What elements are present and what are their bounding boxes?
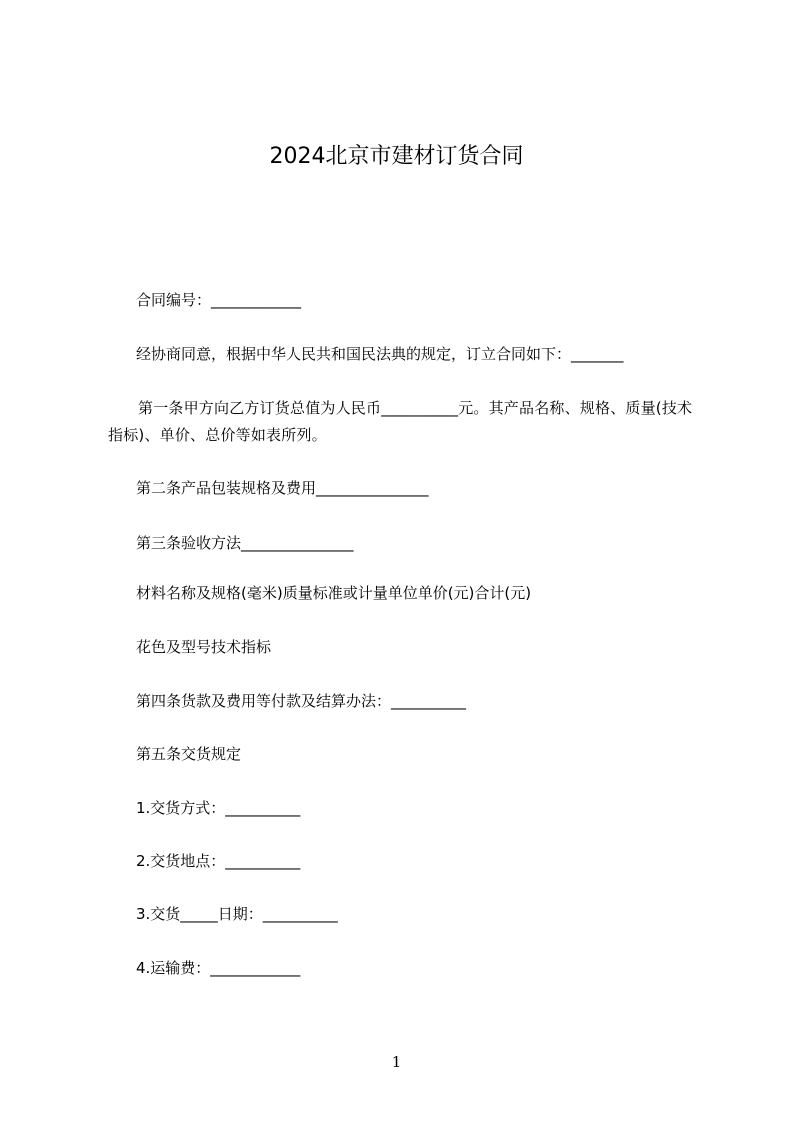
article-five-heading: 第五条交货规定: [136, 745, 242, 763]
delivery-date-line: 3.交货_____日期：__________: [136, 905, 338, 923]
article-one-paragraph: 第一条甲方向乙方订货总值为人民币__________元。其产品名称、规格、质量(技术指标)、单价、总价等如表所列。: [108, 399, 693, 444]
article-two-paragraph: 第二条产品包装规格及费用_______________: [136, 479, 429, 497]
article-three-paragraph: 第三条验收方法_______________: [136, 534, 354, 552]
contract-number-line: 合同编号：____________: [136, 291, 302, 309]
page-number: 1: [391, 1053, 402, 1071]
materials-header-line: 材料名称及规格(毫米)质量标准或计量单位单价(元)合计(元): [136, 584, 532, 602]
article-four-paragraph: 第四条货款及费用等付款及结算办法：__________: [136, 692, 467, 710]
document-title: 2024北京市建材订货合同: [269, 144, 524, 169]
delivery-location-line: 2.交货地点：__________: [136, 852, 301, 870]
shipping-fee-line: 4.运输费：____________: [136, 959, 301, 977]
color-model-line: 花色及型号技术指标: [136, 638, 272, 656]
preamble-paragraph: 经协商同意，根据中华人民共和国民法典的规定，订立合同如下：_______: [136, 345, 624, 363]
delivery-method-line: 1.交货方式：__________: [136, 799, 301, 817]
